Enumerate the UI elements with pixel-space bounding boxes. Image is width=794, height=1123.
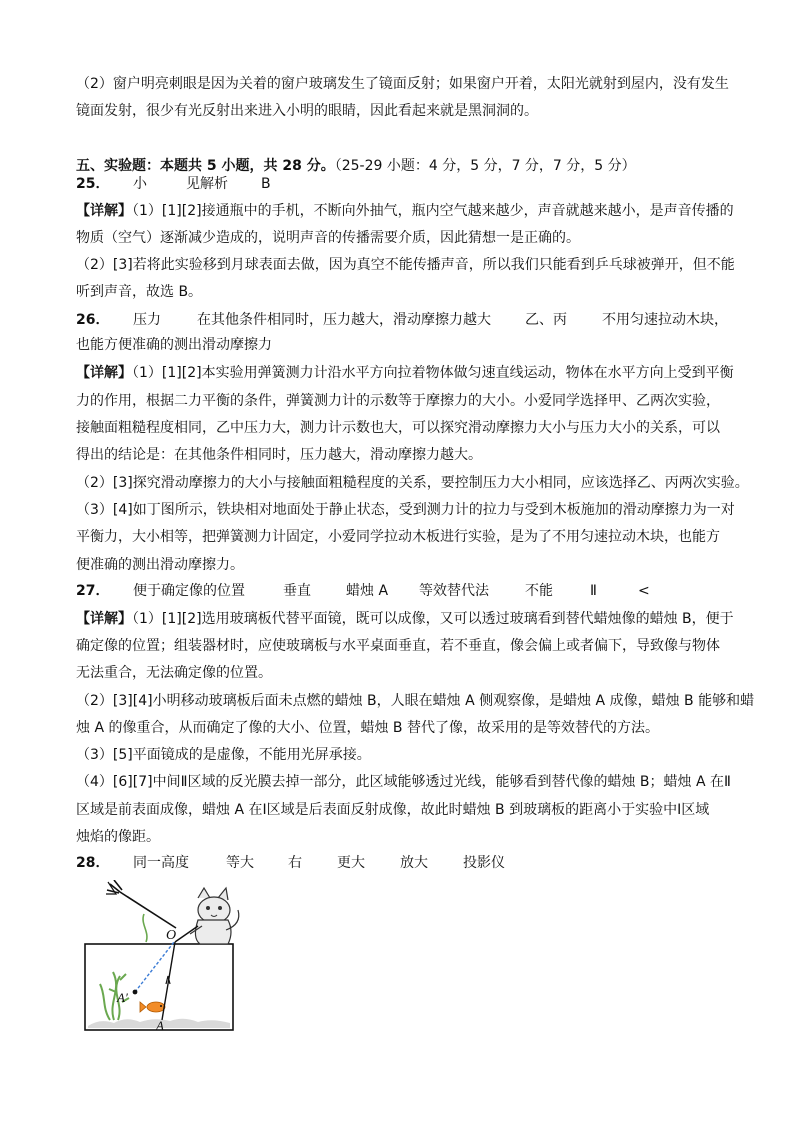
label-a-prime: A′ xyxy=(117,990,128,1005)
q26-answer-1: 压力 xyxy=(133,312,161,328)
q26-detail-line-7: 平衡力，大小相等，把弹簧测力计固定，小爱同学拉动木板进行实验，是为了不用匀速拉动木块，也能方 xyxy=(76,529,720,545)
q27-answer-5: 不能 xyxy=(525,583,553,599)
q25-answer-2: 见解析 xyxy=(186,176,228,192)
q25-detail-line-4: 听到声音，故选 B。 xyxy=(76,284,203,300)
q27-answer-3: 蜡烛 A xyxy=(346,583,389,599)
label-o: O xyxy=(166,928,177,943)
q28-answer-5: 放大 xyxy=(400,855,428,871)
section-heading-main: 五、实验题：本题共 5 小题，共 28 分。 xyxy=(76,158,335,174)
q27-detail-line-8: 区域是前表面成像，蜡烛 A 在Ⅰ区域是后表面反射成像，故此时蜡烛 B 到玻璃板的距离小于实验中Ⅰ区域 xyxy=(76,802,710,818)
q27-detail-line-4: （2）[3][4]小明移动玻璃板后面未点燃的蜡烛 B，人眼在蜡烛 A 侧观察像，是蜡烛 A 成像，蜡烛 B 能够和蜡 xyxy=(76,693,755,709)
q27-detail-line-2: 确定像的位置；组装器材时，应使玻璃板与水平桌面垂直，若不垂直，像会偏上或者偏下，导致像与物体 xyxy=(76,638,720,654)
q25-detail-line-3: （2）[3]若将此实验移到月球表面去做，因为真空不能传播声音，所以我们只能看到乒乓球被弹开，但不能 xyxy=(76,257,735,273)
q27-answer-6: Ⅱ xyxy=(590,583,597,599)
q27-detail-line-3: 无法重合，无法确定像的位置。 xyxy=(76,665,272,681)
cat-icon xyxy=(190,888,239,944)
q25-answer-1: 小 xyxy=(133,176,147,192)
trident-icon xyxy=(106,880,176,928)
q27-detail-line-6: （3）[5]平面镜成的是虚像，不能用光屏承接。 xyxy=(76,747,371,763)
q28-answer-4: 更大 xyxy=(337,855,365,871)
plant-stem xyxy=(143,914,147,942)
question-number-27: 27． xyxy=(76,583,110,599)
q27-detail-tag: 【详解】 xyxy=(76,611,132,627)
q28-answer-6: 投影仪 xyxy=(463,855,505,871)
q26-detail-line-2: 力的作用，根据二力平衡的条件，弹簧测力计的示数等于摩擦力的大小。小爱同学选择甲、乙两次实验， xyxy=(76,393,720,409)
q26-detail-text-1: （1）[1][2]本实验用弹簧测力计沿水平方向拉着物体做匀速直线运动，物体在水平方向上受到平衡 xyxy=(132,365,734,381)
q27-detail-text-1: （1）[1][2]选用玻璃板代替平面镜，既可以成像，又可以透过玻璃看到替代蜡烛像的蜡烛 B，便于 xyxy=(132,611,734,627)
section-heading xyxy=(76,157,636,175)
q27-detail-line-5: 烛 A 的像重合，从而确定了像的大小、位置，蜡烛 B 替代了像，故采用的是等效替代的方法。 xyxy=(76,720,659,736)
question-number-26: 26． xyxy=(76,312,110,328)
q28-answer-2: 等大 xyxy=(226,855,254,871)
question-number-28: 28． xyxy=(76,855,110,871)
q27-detail-line-9: 烛焰的像距。 xyxy=(76,829,160,845)
q28-figure xyxy=(80,880,250,1035)
q26-detail-line-5: （2）[3]探究滑动摩擦力的大小与接触面粗糙程度的关系，要控制压力大小相同，应该选择乙、丙两次实验。 xyxy=(76,475,749,491)
q26-detail-tag: 【详解】 xyxy=(76,365,132,381)
q28-answer-1: 同一高度 xyxy=(133,855,189,871)
q26-answer-continued: 也能方便准确的测出滑动摩擦力 xyxy=(76,337,272,353)
fish-icon xyxy=(140,1002,165,1012)
q27-answer-1: 便于确定像的位置 xyxy=(133,583,245,599)
label-a: A xyxy=(156,1018,164,1033)
light-refraction-diagram xyxy=(80,880,250,1035)
q27-answer-7: < xyxy=(638,583,650,599)
q25-detail-tag: 【详解】 xyxy=(76,203,132,219)
q26-answer-4: 不用匀速拉动木块， xyxy=(602,312,728,328)
q25-detail-line-1 xyxy=(76,202,734,220)
q27-answer-4: 等效替代法 xyxy=(419,583,489,599)
q26-detail-line-6: （3）[4]如丁图所示，铁块相对地面处于静止状态，受到测力计的拉力与受到木板施加的滑动摩擦力为一对 xyxy=(76,502,735,518)
q26-detail-line-1 xyxy=(76,364,734,382)
q26-answer-3: 乙、丙 xyxy=(525,312,567,328)
prev-answer-line-2: 镜面发射，很少有光反射出来进入小明的眼睛，因此看起来就是黑洞洞的。 xyxy=(76,103,538,119)
image-point xyxy=(133,990,138,995)
q27-detail-line-1 xyxy=(76,610,734,628)
q26-detail-line-4: 得出的结论是：在其他条件相同时，压力越大，滑动摩擦力越大。 xyxy=(76,447,482,463)
q25-answer-3: B xyxy=(261,176,271,192)
incident-ray-to-eye xyxy=(175,926,198,942)
q27-detail-line-7: （4）[6][7]中间Ⅱ区域的反光膜去掉一部分，此区域能够透过光线，能够看到替代像的蜡烛 B；蜡烛 A 在Ⅱ xyxy=(76,774,731,790)
section-heading-scores: （25-29 小题：4 分，5 分，7 分，7 分，5 分） xyxy=(334,158,636,174)
q25-detail-text-1: （1）[1][2]接通瓶中的手机，不断向外抽气，瓶内空气越来越少，声音就越来越小，是声音传播的 xyxy=(132,203,734,219)
q26-answer-2: 在其他条件相同时，压力越大，滑动摩擦力越大 xyxy=(197,312,491,328)
q26-detail-line-8: 便准确的测出滑动摩擦力。 xyxy=(76,557,244,573)
refracted-ray xyxy=(162,942,175,1020)
prev-answer-line-1: （2）窗户明亮刺眼是因为关着的窗户玻璃发生了镜面反射；如果窗户开着，太阳光就射到屋内，没有发生 xyxy=(76,76,729,92)
question-number-25: 25． xyxy=(76,176,110,192)
q27-answer-2: 垂直 xyxy=(283,583,311,599)
q26-detail-line-3: 接触面粗糙程度相同，乙中压力大，测力计示数也大，可以探究滑动摩擦力大小与压力大小的关系，可以 xyxy=(76,420,720,436)
q28-answer-3: 右 xyxy=(288,855,302,871)
q25-detail-line-2: 物质（空气）逐渐减少造成的，说明声音的传播需要介质，因此猜想一是正确的。 xyxy=(76,230,580,246)
